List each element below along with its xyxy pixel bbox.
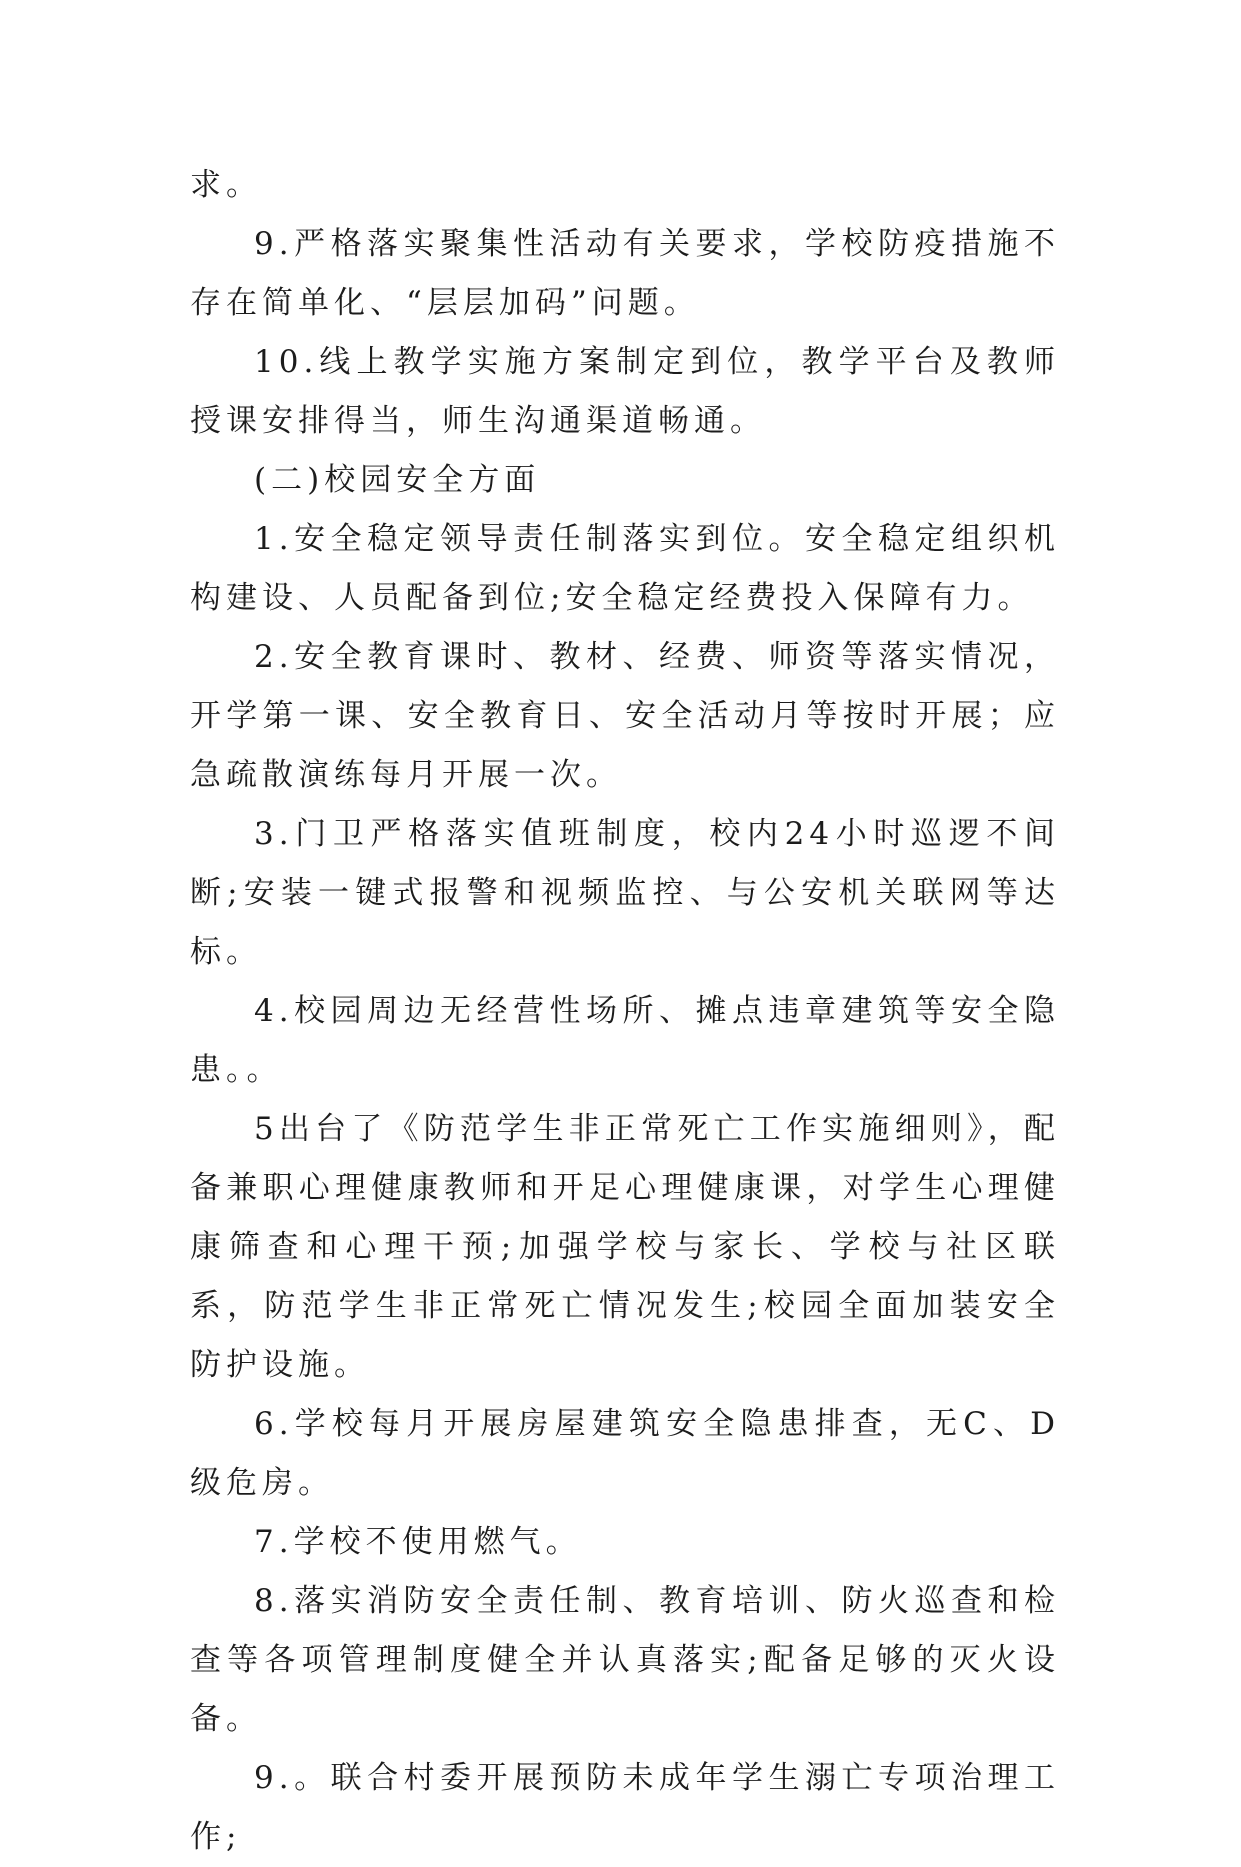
paragraph-item-6: 6.学校每月开展房屋建筑安全隐患排查，无C、D级危房。 — [190, 1406, 1060, 1501]
paragraph-continuation: 求。 — [190, 167, 262, 203]
section-heading: (二)校园安全方面 — [254, 462, 541, 498]
paragraph-item-1: 1.安全稳定领导责任制落实到位。安全稳定组织机构建设、人员配备到位;安全稳定经费投入保障有力。 — [190, 521, 1060, 616]
paragraph-item-9-safety: 9.。联合村委开展预防未成年学生溺亡专项治理工作; — [190, 1760, 1060, 1855]
paragraph-item-4: 4.校园周边无经营性场所、摊点违章建筑等安全隐患。。 — [190, 993, 1060, 1088]
paragraph-item-10: 10.线上教学实施方案制定到位，教学平台及教师授课安排得当，师生沟通渠道畅通。 — [190, 344, 1060, 439]
document-body — [190, 156, 1060, 1867]
paragraph-item-2: 2.安全教育课时、教材、经费、师资等落实情况，开学第一课、安全教育日、安全活动月等按时开展；应急疏散演练每月开展一次。 — [190, 639, 1060, 793]
paragraph-item-3: 3.门卫严格落实值班制度，校内24小时巡逻不间断;安装一键式报警和视频监控、与公安机关联网等达标。 — [190, 816, 1060, 970]
paragraph-item-7: 7.学校不使用燃气。 — [254, 1524, 582, 1560]
paragraph-item-8: 8.落实消防安全责任制、教育培训、防火巡查和检查等各项管理制度健全并认真落实;配备足够的灭火设备。 — [190, 1583, 1060, 1737]
paragraph-item-5: 5出台了《防范学生非正常死亡工作实施细则》，配备兼职心理健康教师和开足心理健康课，对学生心理健康筛查和心理干预;加强学校与家长、学校与社区联系，防范学生非正常死亡情况发生;校园全面加装安全防护设施。 — [190, 1111, 1060, 1383]
paragraph-item-9: 9.严格落实聚集性活动有关要求，学校防疫措施不存在简单化、“层层加码”问题。 — [190, 226, 1060, 321]
